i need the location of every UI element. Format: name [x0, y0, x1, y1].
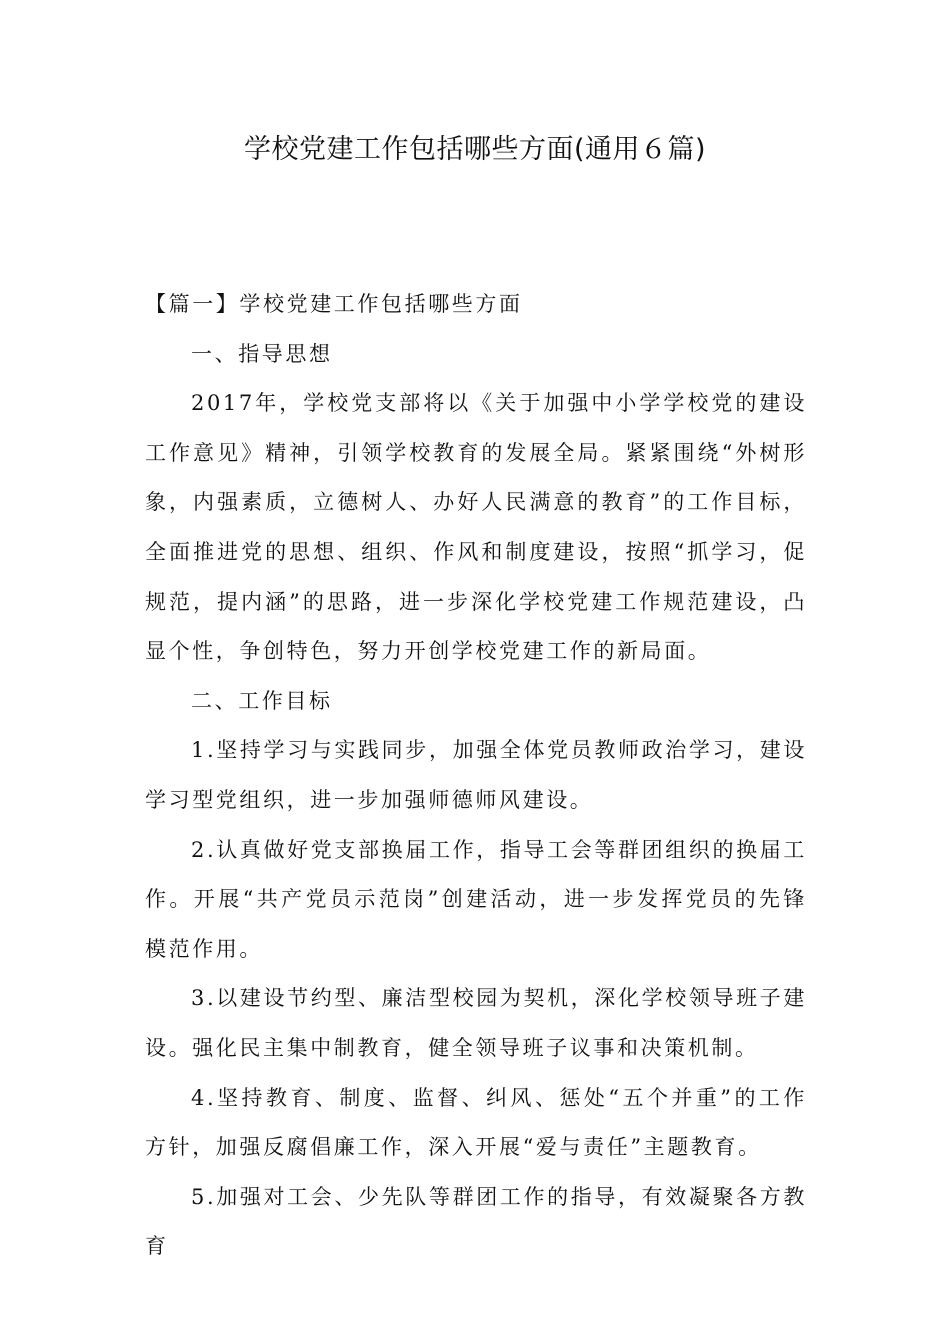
document-title: 学校党建工作包括哪些方面(通用６篇): [243, 134, 707, 165]
goal-item-2: 2.认真做好党支部换届工作，指导工会等群团组织的换届工作。开展“共产党员示范岗”创建活动，进一步发挥党员的先锋模范作用。: [145, 837, 807, 961]
paragraph-guiding-ideology: 2017年，学校党支部将以《关于加强中小学学校党的建设工作意见》精神，引领学校教育的发展全局。紧紧围绕“外树形象，内强素质，立德树人、办好人民满意的教育”的工作目标，全面推进党的思想、组织、作风和制度建设，按照“抓学习，促规范，提内涵”的思路，进一步深化学校党建工作规范建设，凸显个性，争创特色，努力开创学校党建工作的新局面。: [145, 391, 807, 664]
section-heading: 【篇一】学校党建工作包括哪些方面: [145, 292, 523, 316]
subheading-guiding-ideology: 一、指导思想: [191, 341, 333, 366]
subheading-work-goals: 二、工作目标: [191, 688, 333, 713]
goal-item-5: 5.加强对工会、少先队等群团工作的指导，有效凝聚各方教育: [145, 1184, 807, 1259]
goal-item-1: 1.坚持学习与实践同步，加强全体党员教师政治学习，建设学习型党组织，进一步加强师德师风建设。: [145, 738, 807, 812]
goal-item-4: 4.坚持教育、制度、监督、纠风、惩处“五个并重”的工作方针，加强反腐倡廉工作，深入开展“爱与责任”主题教育。: [145, 1085, 807, 1160]
document-body: [145, 280, 807, 1272]
goal-item-3: 3.以建设节约型、廉洁型校园为契机，深化学校领导班子建设。强化民主集中制教育，健全领导班子议事和决策机制。: [145, 986, 807, 1060]
